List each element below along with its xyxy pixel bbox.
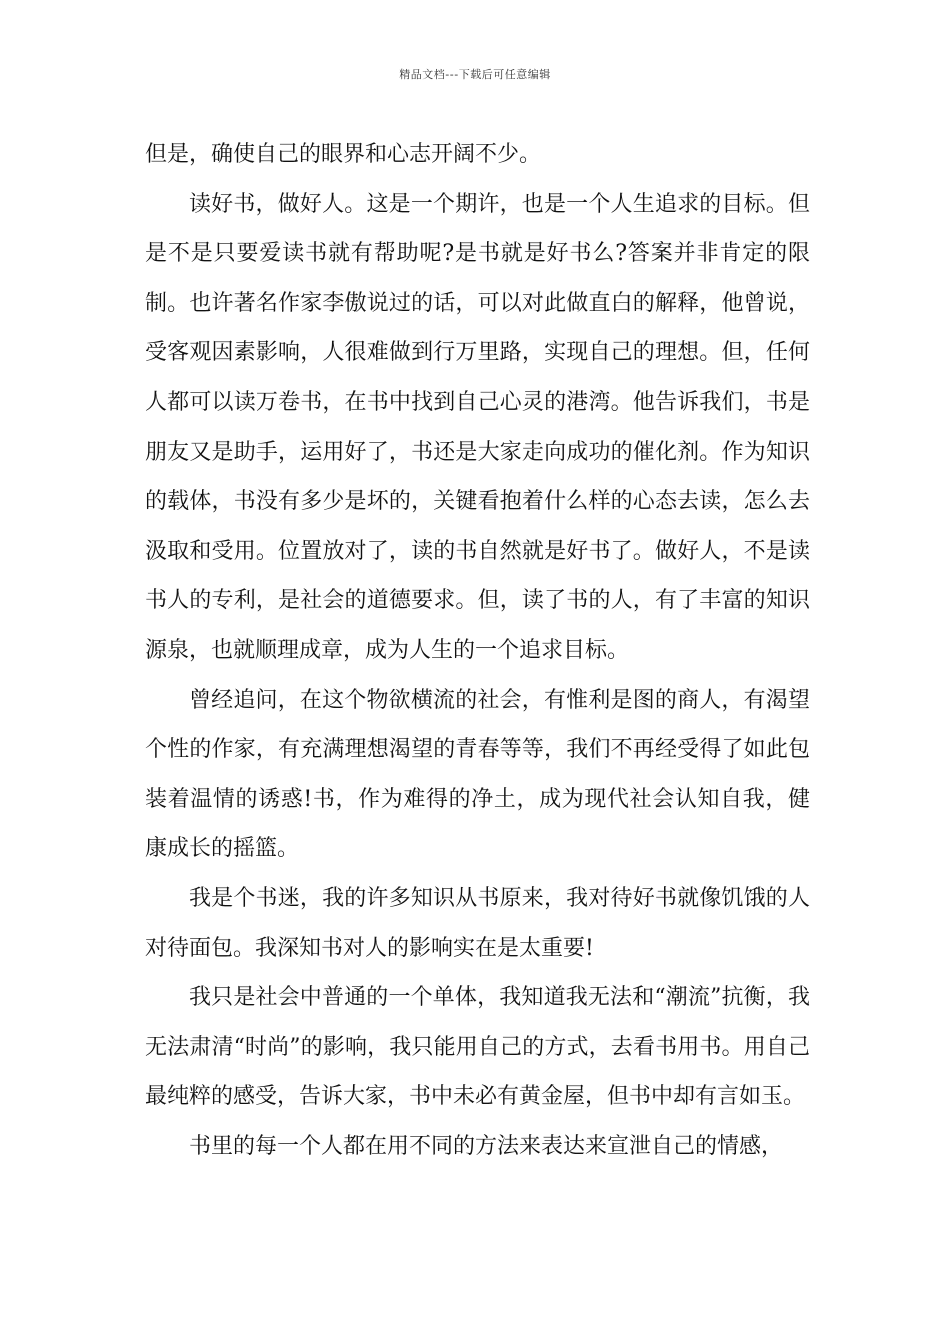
paragraph: 我是个书迷，我的许多知识从书原来，我对待好书就像饥饿的人对待面包。我深知书对人的影响实在是太重要! [145,885,810,961]
paragraph: 书里的每一个人都在用不同的方法来表达来宣泄自己的情感， [189,1133,784,1159]
paragraph: 读好书，做好人。这是一个期许，也是一个人生追求的目标。但是不是只要爱读书就有帮助呢?是书就是好书么?答案并非肯定的限制。也许著名作家李傲说过的话，可以对此做直白的解释，他曾说，受客观因素影响，人很难做到行万里路，实现自己的理想。但，任何人都可以读万卷书，在书中找到自己心灵的港湾。他告诉我们，书是朋友又是助手，运用好了，书还是大家走向成功的催化剂。作为知识的载体，书没有多少是坏的，关键看抱着什么样的心态去读，怎么去汲取和受用。位置放对了，读的书自然就是好书了。做好人，不是读书人的专利，是社会的道德要求。但，读了书的人，有了丰富的知识源泉，也就顺理成章，成为人生的一个追求目标。 [145,191,810,663]
paragraph: 曾经追问，在这个物欲横流的社会，有惟利是图的商人，有渴望个性的作家，有充满理想渴望的青春等等，我们不再经受得了如此包装着温情的诱惑!书，作为难得的净土，成为现代社会认知自我，健康成长的摇篮。 [145,687,810,862]
page-header: 精品文档---下载后可任意编辑 [399,68,551,81]
body-text [145,130,810,1171]
paragraph: 但是，确使自己的眼界和心志开阔不少。 [145,142,542,167]
paragraph: 我只是社会中普通的一个单体，我知道我无法和“潮流”抗衡，我无法肃清“时尚”的影响，我只能用自己的方式，去看书用书。用自己最纯粹的感受，告诉大家，书中未必有黄金屋，但书中却有言如玉。 [145,985,810,1110]
